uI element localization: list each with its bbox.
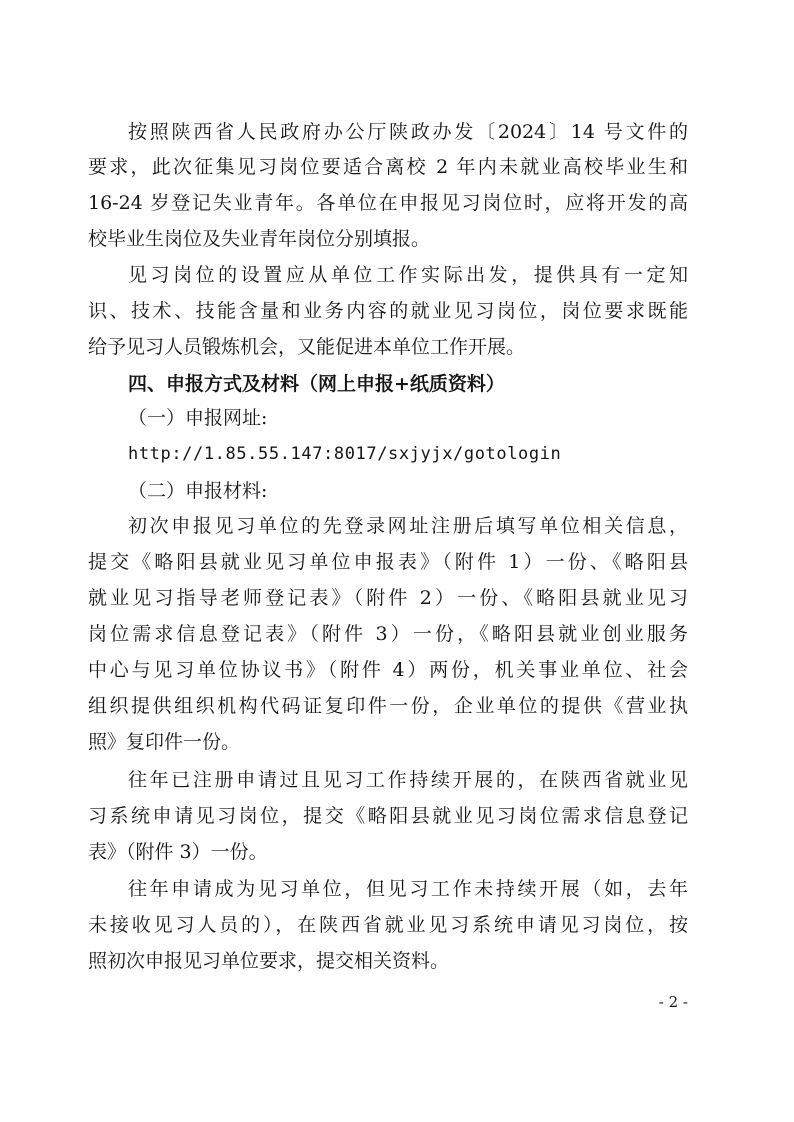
body-text-line: 未接收见习人员的），在陕西省就业见习系统申请见习岗位，按 (88, 914, 688, 936)
body-text-line: 照初次申报见习单位要求，提交相关资料。 (88, 950, 450, 972)
body-text-line: 要求，此次征集见习岗位要适合离校 2 年内未就业高校毕业生和 (88, 156, 688, 178)
application-url-link[interactable]: http://1.85.55.147:8017/sxjyjx/gotologin (128, 444, 562, 464)
body-text-line: 往年已注册申请过且见习工作持续开展的，在陕西省就业见 (128, 769, 688, 791)
section-heading: 四、申报方式及材料（网上申报+纸质资料） (128, 373, 505, 395)
body-text-line: 识、技术、技能含量和业务内容的就业见习岗位，岗位要求既能 (88, 300, 688, 322)
body-text-line: 见习岗位的设置应从单位工作实际出发，提供具有一定知 (128, 264, 688, 286)
body-text-line: 按照陕西省人民政府办公厅陕政办发〔2024〕14 号文件的 (128, 121, 688, 143)
body-text-line: 就业见习指导老师登记表》（附件 2）一份、《略阳县就业见习 (88, 587, 688, 609)
body-text-line: 校毕业生岗位及失业青年岗位分别填报。 (88, 228, 431, 250)
body-text-line: 表》（附件 3）一份。 (88, 841, 268, 863)
subsection-heading: （一）申报网址: (128, 407, 268, 429)
body-text-line: 初次申报见习单位的先登录网址注册后填写单位相关信息， (128, 515, 688, 537)
body-text-line: 往年申请成为见习单位，但见习工作未持续开展（如，去年 (128, 878, 688, 900)
page-number: - 2 - (658, 993, 688, 1011)
body-text-line: 习系统申请见习岗位，提交《略阳县就业见习岗位需求信息登记 (88, 805, 688, 827)
subsection-heading: （二）申报材料: (128, 480, 268, 502)
body-text-line: 给予见习人员锻炼机会，又能促进本单位工作开展。 (88, 336, 526, 358)
body-text-line: 照》复印件一份。 (88, 731, 241, 753)
body-text-line: 中心与见习单位协议书》（附件 4）两份，机关事业单位、社会 (88, 659, 688, 681)
body-text-line: 16-24 岁登记失业青年。各单位在申报见习岗位时，应将开发的高 (88, 192, 688, 214)
body-text-line: 提交《略阳县就业见习单位申报表》（附件 1）一份、《略阳县 (88, 551, 688, 573)
body-text-line: 组织提供组织机构代码证复印件一份，企业单位的提供《营业执 (88, 695, 688, 717)
body-text-line: 岗位需求信息登记表》（附件 3）一份，《略阳县就业创业服务 (88, 623, 688, 645)
